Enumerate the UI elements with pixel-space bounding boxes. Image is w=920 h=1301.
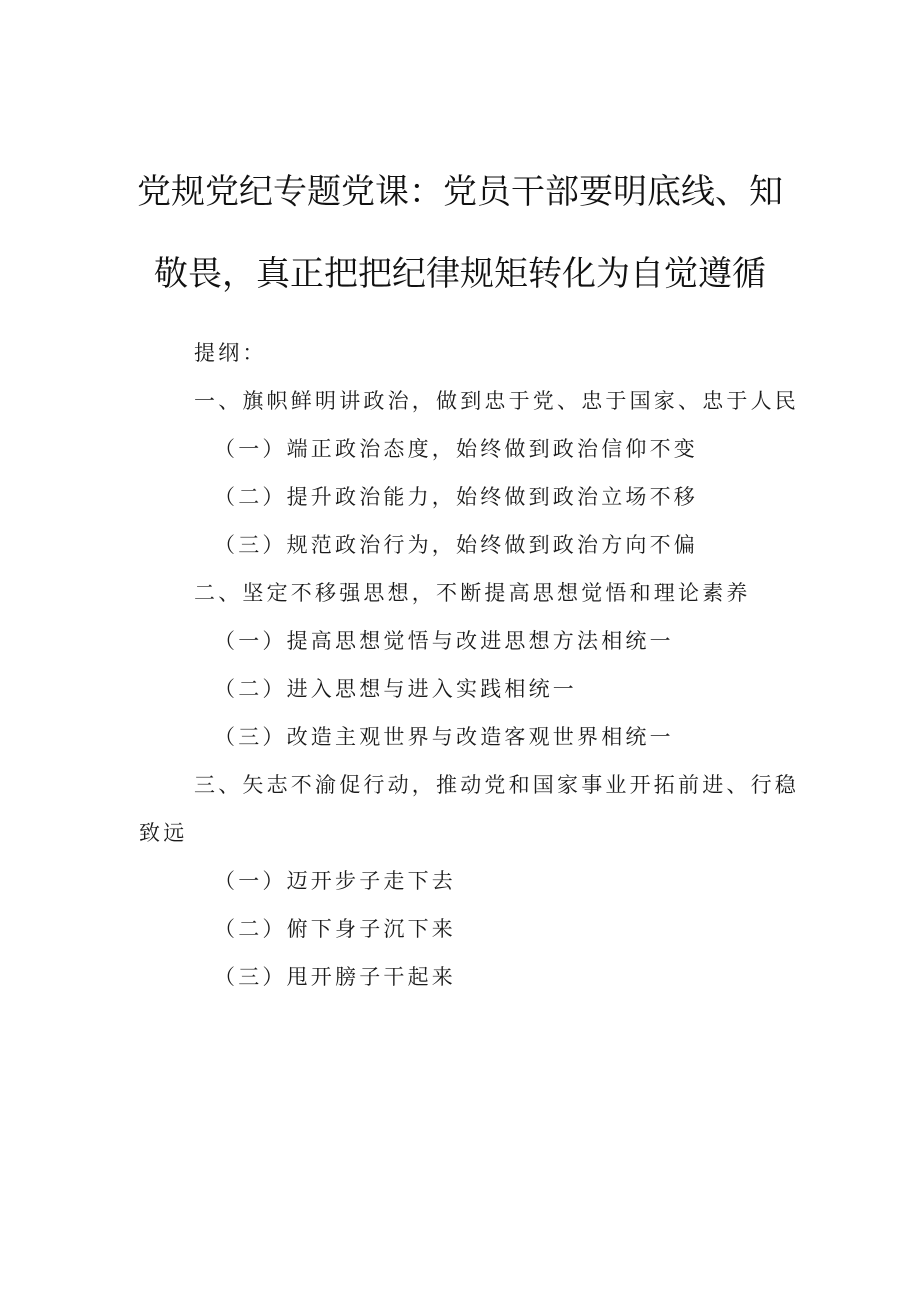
section-heading-2: 二、坚定不移强思想，不断提高思想觉悟和理论素养 xyxy=(194,581,751,605)
section-heading-1: 一、旗帜鲜明讲政治，做到忠于党、忠于国家、忠于人民 xyxy=(194,389,799,413)
section-3-item-2: （二）俯下身子沉下来 xyxy=(214,917,456,941)
section-3-item-3: （三）甩开膀子干起来 xyxy=(214,965,456,989)
outline-label: 提纲： xyxy=(194,341,267,365)
section-3-item-1: （一）迈开步子走下去 xyxy=(214,869,456,893)
section-2-item-3: （三）改造主观世界与改造客观世界相统一 xyxy=(214,725,674,749)
section-2-item-2: （二）进入思想与进入实践相统一 xyxy=(214,677,577,701)
document-title-line-2: 敬畏，真正把把纪律规矩转化为自觉遵循 xyxy=(154,254,766,294)
section-1-item-2: （二）提升政治能力，始终做到政治立场不移 xyxy=(214,485,698,509)
document-title-line-1: 党规党纪专题党课：党员干部要明底线、知 xyxy=(137,172,783,212)
section-1-item-1: （一）端正政治态度，始终做到政治信仰不变 xyxy=(214,437,698,461)
section-1-item-3: （三）规范政治行为，始终做到政治方向不偏 xyxy=(214,533,698,557)
section-heading-3: 三、矢志不渝促行动，推动党和国家事业开拓前进、行稳 xyxy=(194,773,799,797)
section-heading-3-continuation: 致远 xyxy=(139,821,188,845)
section-2-item-1: （一）提高思想觉悟与改进思想方法相统一 xyxy=(214,629,674,653)
